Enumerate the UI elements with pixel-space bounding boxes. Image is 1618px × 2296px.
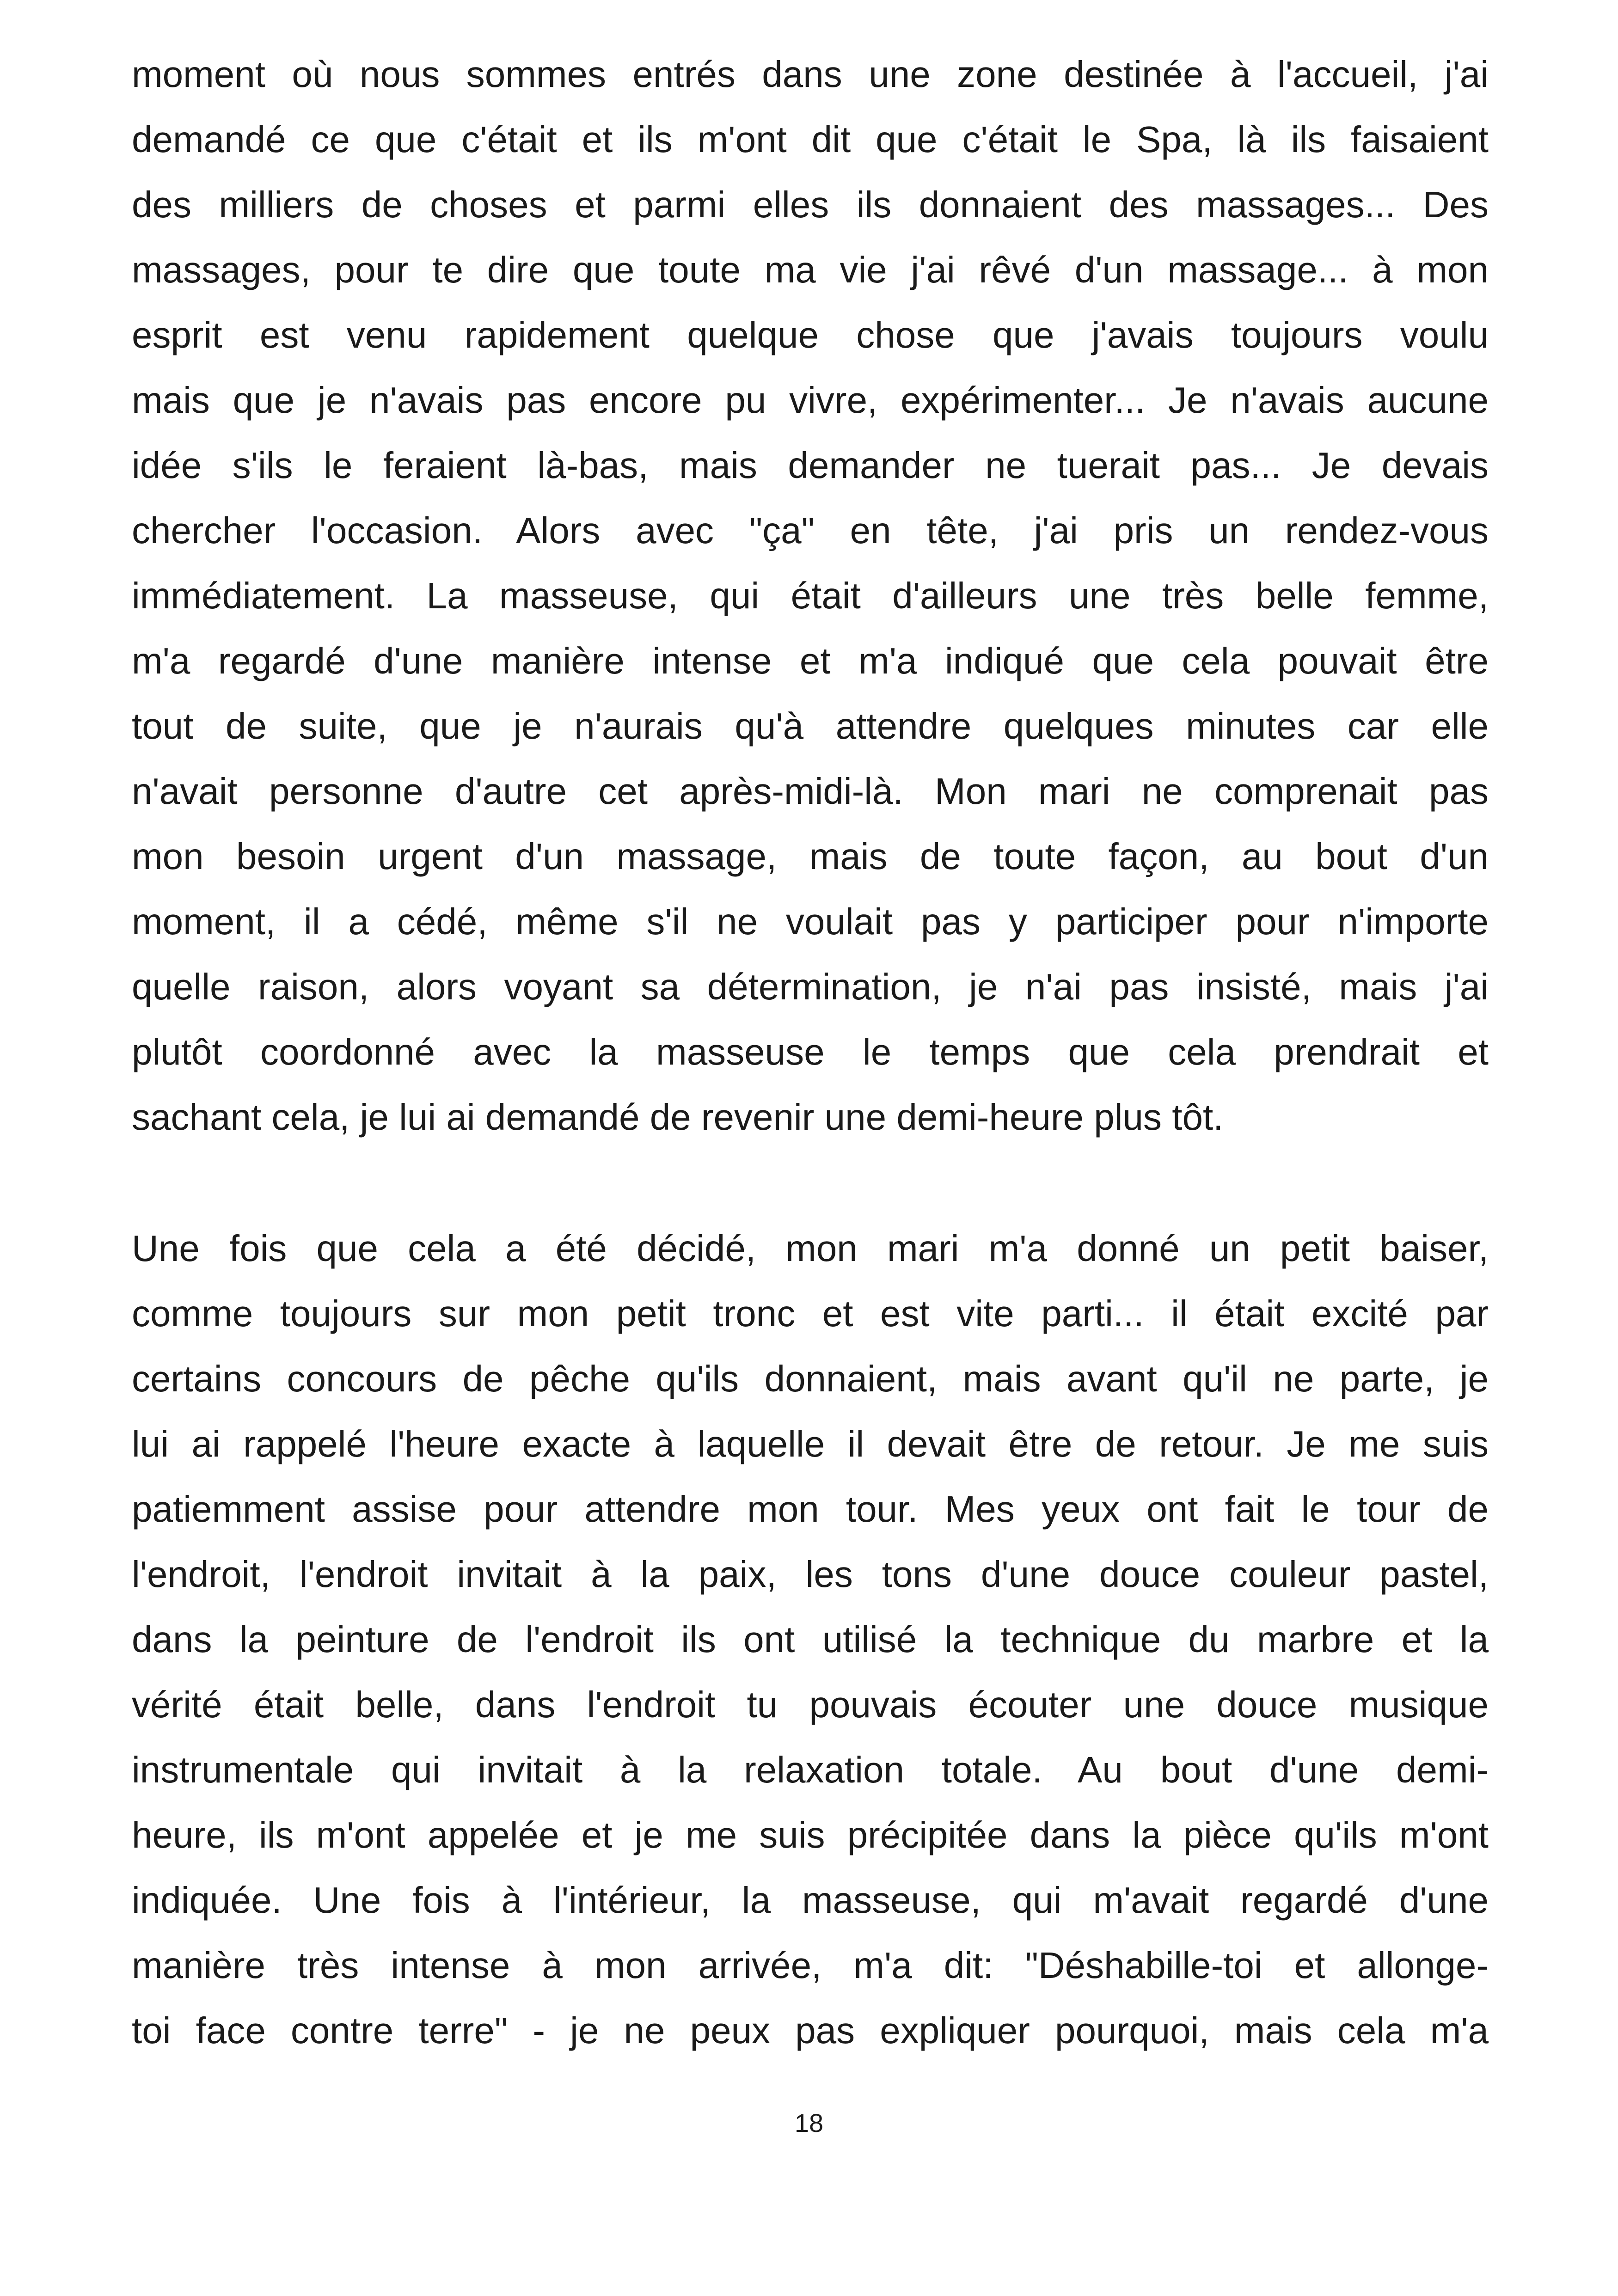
text-line: moment, il a cédé, même s'il ne voulait pas y participer pour n'importe: [132, 901, 1489, 942]
text-line: vérité était belle, dans l'endroit tu pouvais écouter une douce musique: [132, 1684, 1489, 1725]
text-line: tout de suite, que je n'aurais qu'à attendre quelques minutes car elle: [132, 705, 1489, 747]
text-line: idée s'ils le feraient là-bas, mais demander ne tuerait pas... Je devais: [132, 445, 1489, 486]
text-line: toi face contre terre" - je ne peux pas expliquer pourquoi, mais cela m'a: [132, 2010, 1489, 2051]
text-line: plutôt coordonné avec la masseuse le temps que cela prendrait et: [132, 1031, 1489, 1072]
text-line: moment où nous sommes entrés dans une zone destinée à l'accueil, j'ai: [132, 54, 1489, 95]
text-line: mais que je n'avais pas encore pu vivre, expérimenter... Je n'avais aucune: [132, 380, 1489, 421]
text-line: comme toujours sur mon petit tronc et est vite parti... il était excité par: [132, 1293, 1489, 1334]
text-line: lui ai rappelé l'heure exacte à laquelle il devait être de retour. Je me suis: [132, 1423, 1489, 1464]
text-line: esprit est venu rapidement quelque chose que j'avais toujours voulu: [132, 314, 1489, 355]
text-line: instrumentale qui invitait à la relaxation totale. Au bout d'une demi-: [132, 1749, 1489, 1790]
text-line: chercher l'occasion. Alors avec "ça" en tête, j'ai pris un rendez-vous: [132, 510, 1489, 551]
text-line: patiemment assise pour attendre mon tour. Mes yeux ont fait le tour de: [132, 1488, 1489, 1530]
text-line: l'endroit, l'endroit invitait à la paix, les tons d'une douce couleur pastel,: [132, 1554, 1489, 1595]
text-line: dans la peinture de l'endroit ils ont utilisé la technique du marbre et la: [132, 1619, 1489, 1660]
text-line: Une fois que cela a été décidé, mon mari m'a donné un petit baiser,: [132, 1228, 1489, 1269]
page-number: 18: [794, 2108, 824, 2137]
text-line: demandé ce que c'était et ils m'ont dit que c'était le Spa, là ils faisaient: [132, 119, 1489, 160]
text-line: mon besoin urgent d'un massage, mais de toute façon, au bout d'un: [132, 836, 1489, 877]
text-line: des milliers de choses et parmi elles ils donnaient des massages... Des: [132, 184, 1489, 225]
text-line: n'avait personne d'autre cet après-midi-là. Mon mari ne comprenait pas: [132, 771, 1489, 812]
paragraph-2: [132, 1216, 1489, 2063]
text-line: immédiatement. La masseuse, qui était d'ailleurs une très belle femme,: [132, 575, 1489, 616]
paragraph-1: [132, 42, 1489, 1150]
text-line: manière très intense à mon arrivée, m'a dit: "Déshabille-toi et allonge-: [132, 1945, 1489, 1986]
text-line: quelle raison, alors voyant sa détermination, je n'ai pas insisté, mais j'ai: [132, 966, 1489, 1007]
text-line: massages, pour te dire que toute ma vie j'ai rêvé d'un massage... à mon: [132, 249, 1489, 290]
text-line: heure, ils m'ont appelée et je me suis précipitée dans la pièce qu'ils m'ont: [132, 1814, 1489, 1855]
text-line: certains concours de pêche qu'ils donnaient, mais avant qu'il ne parte, je: [132, 1358, 1489, 1399]
text-line: indiquée. Une fois à l'intérieur, la masseuse, qui m'avait regardé d'une: [132, 1880, 1489, 1921]
text-line: m'a regardé d'une manière intense et m'a indiqué que cela pouvait être: [132, 640, 1489, 681]
text-line: sachant cela, je lui ai demandé de revenir une demi-heure plus tôt.: [132, 1096, 1224, 1138]
